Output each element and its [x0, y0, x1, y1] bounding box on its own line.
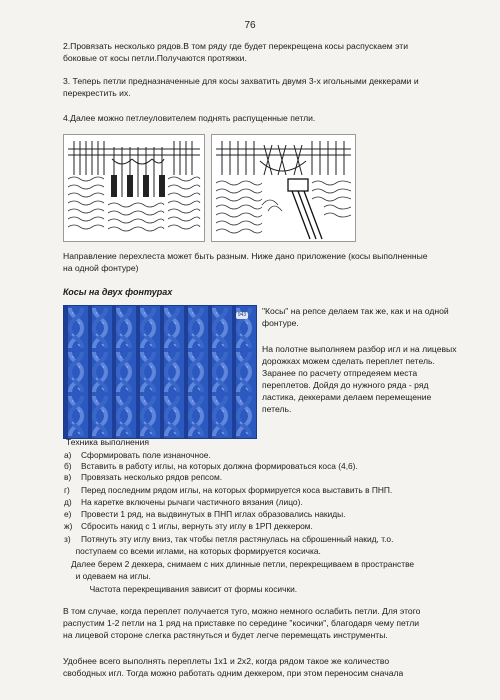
paragraph-4: 4.Далее можно петлеуловителем поднять распущенные петли. — [63, 113, 316, 123]
step-continuation-2: Далее берем 2 деккера, снимаем с них длинные петли, перекрещиваем в пространстве — [64, 559, 415, 569]
paragraph-3-line-2: перекрестить их. — [63, 88, 131, 98]
needle-diagram-left — [63, 134, 205, 242]
step-marker: а) — [64, 450, 72, 460]
step-marker: в) — [64, 472, 72, 482]
side-paragraph-2-line-4: переплетов. Дойдя до нужного ряда - ряд — [262, 380, 429, 390]
step-text: Сбросить накид с 1 иглы, вернуть эту иглу в 1РП деккером. — [81, 521, 313, 531]
photo-badge: 943 — [237, 312, 247, 318]
cable-pattern-image — [64, 306, 256, 438]
side-paragraph-1-line-1: "Косы" на репсе делаем так же, как и на одной — [262, 306, 449, 316]
needle-diagram-right-drawing — [212, 135, 355, 241]
tight-paragraph-line-3: на лицевой стороне слегка растянуться и будет легче перемещать инструменты. — [63, 630, 388, 640]
step-h — [64, 534, 393, 545]
step-text: На каретке включены рычаги частичного вязания (лицо). — [81, 497, 303, 507]
step-marker: б) — [64, 461, 72, 471]
step-g — [64, 521, 313, 532]
step-marker: д) — [64, 497, 72, 507]
page-number: 76 — [244, 20, 256, 31]
step-c — [64, 472, 222, 483]
paragraph-2-line-1: 2.Провязать несколько рядов.В том ряду где будет перекрещена косы распускаем эти — [63, 41, 409, 51]
step-b — [64, 461, 358, 472]
side-paragraph-2-line-6: петель. — [262, 404, 292, 414]
step-f — [64, 509, 345, 520]
side-paragraph-2-line-1: На полотне выполняем разбор игл и на лицевых — [262, 344, 457, 354]
side-paragraph-1-line-2: фонтуре. — [262, 318, 299, 328]
step-continuation-4: Частота перекрещивания зависит от формы косички. — [64, 584, 298, 594]
step-marker: г) — [64, 485, 70, 495]
step-d — [64, 485, 392, 496]
side-paragraph-2-line-3: Заранее по расчету отпредеяем места — [262, 368, 418, 378]
tight-paragraph-line-2: распустим 1-2 петли на 1 ряд на приставке по середине "косички", благодаря чему петли — [63, 618, 420, 628]
technique-title: Техника выполнения — [66, 437, 150, 447]
side-paragraph-2-line-5: ластика, деккерами делаем перемещение — [262, 392, 432, 402]
step-text: Перед последним рядом иглы, на которых формируется коса выставить в ПНП. — [81, 485, 393, 495]
knitted-cables-photo — [63, 305, 257, 439]
step-text: Сформировать поле изнаночное. — [81, 450, 211, 460]
step-a — [64, 450, 211, 461]
bottom-paragraph-line-2: свободных игл. Тогда можно работать одним деккером, при этом переносим сначала — [63, 668, 404, 678]
step-continuation-1: поступаем со всеми иглами, на которых формируется косичка. — [64, 546, 321, 556]
needle-diagram-left-drawing — [64, 135, 204, 241]
bottom-paragraph-line-1: Удобнее всего выполнять переплеты 1х1 и 2х2, когда рядом такое же количество — [63, 656, 390, 666]
needle-diagram-right — [211, 134, 356, 242]
paragraph-3-line-1: 3. Теперь петли предназначенные для косы захватить двумя 3-х игольными деккерами и — [63, 76, 419, 86]
step-marker: е) — [64, 509, 72, 519]
step-e — [64, 497, 303, 508]
tight-paragraph-line-1: В том случае, когда переплет получается туго, можно немного ослабить петли. Для этого — [63, 606, 421, 616]
step-text: Провязать несколько рядов репсом. — [81, 472, 223, 482]
step-text: Потянуть эту иглу вниз, так чтобы петля растянулась на сброшенный накид, т.о. — [81, 534, 394, 544]
step-text: Провести 1 ряд, на выдвинутых в ПНП иглах образовались накиды. — [81, 509, 346, 519]
direction-note-line-1: Направление перехлеста может быть разным. Ниже дано приложение (косы выполненные — [63, 251, 428, 261]
step-continuation-3: и одеваем на иглы. — [64, 571, 151, 581]
step-marker: ж) — [64, 521, 73, 531]
step-text: Вставить в работу иглы, на которых должна формироваться коса (4,6). — [81, 461, 358, 471]
side-paragraph-2-line-2: дорожках можем сделать переплет петель. — [262, 356, 435, 366]
direction-note-line-2: на одной фонтуре) — [63, 263, 139, 273]
paragraph-2-line-2: боковые от косы петли.Получаются протяжки. — [63, 53, 247, 63]
section-header: Косы на двух фонтурах — [63, 287, 173, 297]
step-marker: з) — [64, 534, 71, 544]
